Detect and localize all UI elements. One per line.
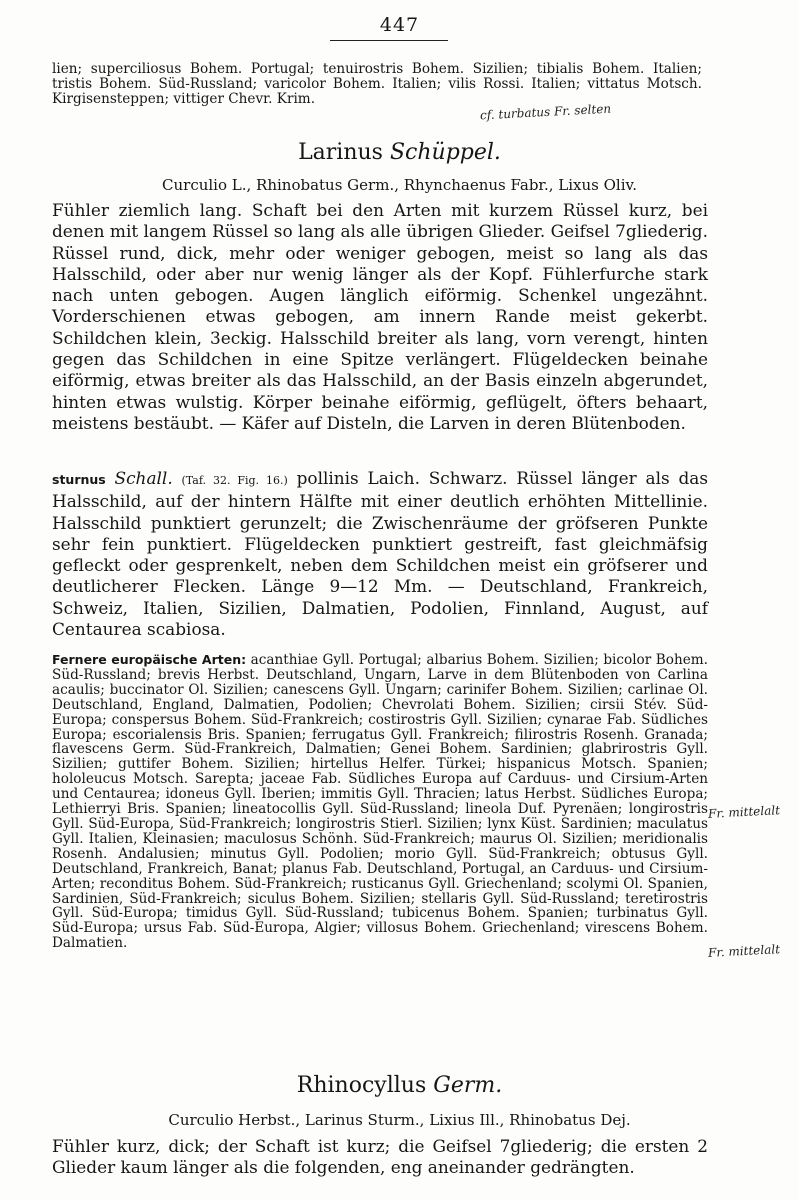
genus-author: Germ. xyxy=(433,1073,503,1098)
species-author: Schall. xyxy=(114,468,173,488)
handwritten-note-top: cf. turbatus Fr. selten xyxy=(479,101,612,123)
larinus-synonyms: Curculio L., Rhinobatus Germ., Rhynchaenus Fabr., Lixus Oliv. xyxy=(162,176,637,194)
rhinocyllus-synonyms: Curculio Herbst., Larinus Sturm., Lixius Ill., Rhinobatus Dej. xyxy=(168,1111,631,1129)
genus-heading-larinus xyxy=(0,140,799,165)
genus-author: Schüppel. xyxy=(389,140,501,165)
genus-title: Rhinocyllus xyxy=(296,1073,427,1098)
other-species-label: Fernere europäische Arten: xyxy=(52,652,247,667)
larinus-description: Fühler ziemlich lang. Schaft bei den Arten mit kurzem Rüssel kurz, bei denen mit langem Rüssel so lang als alle übrigen Glieder. Geifsel 7gliederig. Rüssel rund, dick, mehr oder weniger gebogen, meist so lang als das Halsschild, oder aber nur wenig länger als der Kopf. Fühlerfurche stark nach unten gebogen. Augen länglich eiförmig. Schenkel ungezähnt. Vorderschienen etwas gebogen, am innern Rande meist gekerbt. Schildchen klein, 3eckig. Halsschild breiter als lang, vorn verengt, hinten gegen das Schildchen in eine Spitze verlängert. Flügeldecken beinahe eiförmig, etwas breiter als das Halsschild, an der Basis einzeln abgerundet, hinten etwas wulstig. Körper beinahe eiförmig, geflügelt, öfters behaart, meistens bestäubt. — Käfer auf Disteln, die Larven in deren Blütenboden. xyxy=(52,200,708,433)
species-text: pollinis Laich. Schwarz. Rüssel länger als das Halsschild, auf der hintern Hälfte mit einer deutlich erhöhten Mittellinie. Halsschild punktiert gerunzelt; die Zwischenräume der gröfseren Punkte sehr fein punktiert. Flügeldecken punktiert gestreift, fast gleichmäfsig gefleckt oder gesprenkelt, neben dem Schildchen meist ein gröfserer und deutlicherer Flecken. Länge 9—12 Mm. — Deutschland, Frankreich, Schweiz, Italien, Sizilien, Dalmatien, Podolien, Finnland, August, auf Centaurea scabiosa. xyxy=(52,468,708,640)
other-species-paragraph xyxy=(52,653,708,951)
handwritten-note-jaceae: Fr. mittelalt xyxy=(707,803,781,821)
rhinocyllus-description: Fühler kurz, dick; der Schaft ist kurz; die Geifsel 7gliederig; die ersten 2 Glieder kaum länger als die folgenden, eng aneinander gedrängten. xyxy=(52,1136,708,1178)
species-name: sturnus xyxy=(52,472,106,487)
species-sturnus xyxy=(52,468,708,640)
top-species-paragraph: lien; superciliosus Bohem. Portugal; tenuirostris Bohem. Sizilien; tibialis Bohem. Italien; tristis Bohem. Süd-Russland; varicolor Bohem. Italien; vilis Rossi. Italien; vittatus Motsch. Kirgisensteppen; vittiger Chevr. Krim. xyxy=(52,61,702,107)
handwritten-note-planus: Fr. mittelalt xyxy=(707,942,781,960)
genus-title: Larinus xyxy=(298,140,383,165)
other-species-text: acanthiae Gyll. Portugal; albarius Bohem. Sizilien; bicolor Bohem. Süd-Russland; brevis Herbst. Deutschland, Ungarn, Larve in dem Blütenboden von Carlina acaulis; buccinator Ol. Sizilien; canescens Gyll. Ungarn; carinifer Bohem. Sizilien; carlinae Ol. Deutschland, England, Dalmatien, Podolien; Chevrolati Bohem. Sizilien; cirsii Stév. Süd-Europa; conspersus Bohem. Süd-Frankreich; costirostris Gyll. Sizilien; cynarae Fab. Südliches Europa; escorialensis Bris. Spanien; ferrugatus Gyll. Frankreich; filirostris Rosenh. Granada; flavescens Germ. Süd-Frankreich, Dalmatien; Genei Bohem. Sardinien; glabrirostris Gyll. Sizilien; guttifer Bohem. Sizilien; hirtellus Helfer. Türkei; hispanicus Motsch. Spanien; hololeucus Motsch. Sarepta; jaceae Fab. Südliches Europa auf Carduus- und Cirsium-Arten und Centaurea; idoneus Gyll. Iberien; immitis Gyll. Thracien; latus Herbst. Südliches Europa; Lethierryi Bris. Spanien; lineatocollis Gyll. Süd-Russland; lineola Duf. Pyrenäen; longirostris Gyll. Süd-Europa, Süd-Frankreich; longirostris Stierl. Sizilien; lynx Küst. Sardinien; maculatus Gyll. Italien, Kleinasien; maculosus Schönh. Süd-Frankreich; maurus Ol. Sizilien; meridionalis Rosenh. Andalusien; minutus Gyll. Podolien; morio Gyll. Süd-Frankreich; obtusus Gyll. Deutschland, Frankreich, Banat; planus Fab. Deutschland, Portugal, an Carduus- und Cirsium-Arten; reconditus Bohem. Süd-Frankreich; rusticanus Gyll. Griechenland; scolymi Ol. Spanien, Sardinien, Süd-Frankreich; siculus Bohem. Sizilien; stellaris Gyll. Süd-Russland; teretirostris Gyll. Süd-Europa; timidus Gyll. Süd-Russland; tubicenus Bohem. Spanien; turbinatus Gyll. Süd-Europa; ursus Fab. Süd-Europa, Algier; villosus Bohem. Griechenland; virescens Bohem. Dalmatien. xyxy=(52,652,708,952)
species-figure-ref: (Taf. 32. Fig. 16.) xyxy=(181,474,288,487)
genus-heading-rhinocyllus xyxy=(0,1073,799,1098)
page-number: 447 xyxy=(379,14,420,36)
header-rule xyxy=(330,40,448,41)
